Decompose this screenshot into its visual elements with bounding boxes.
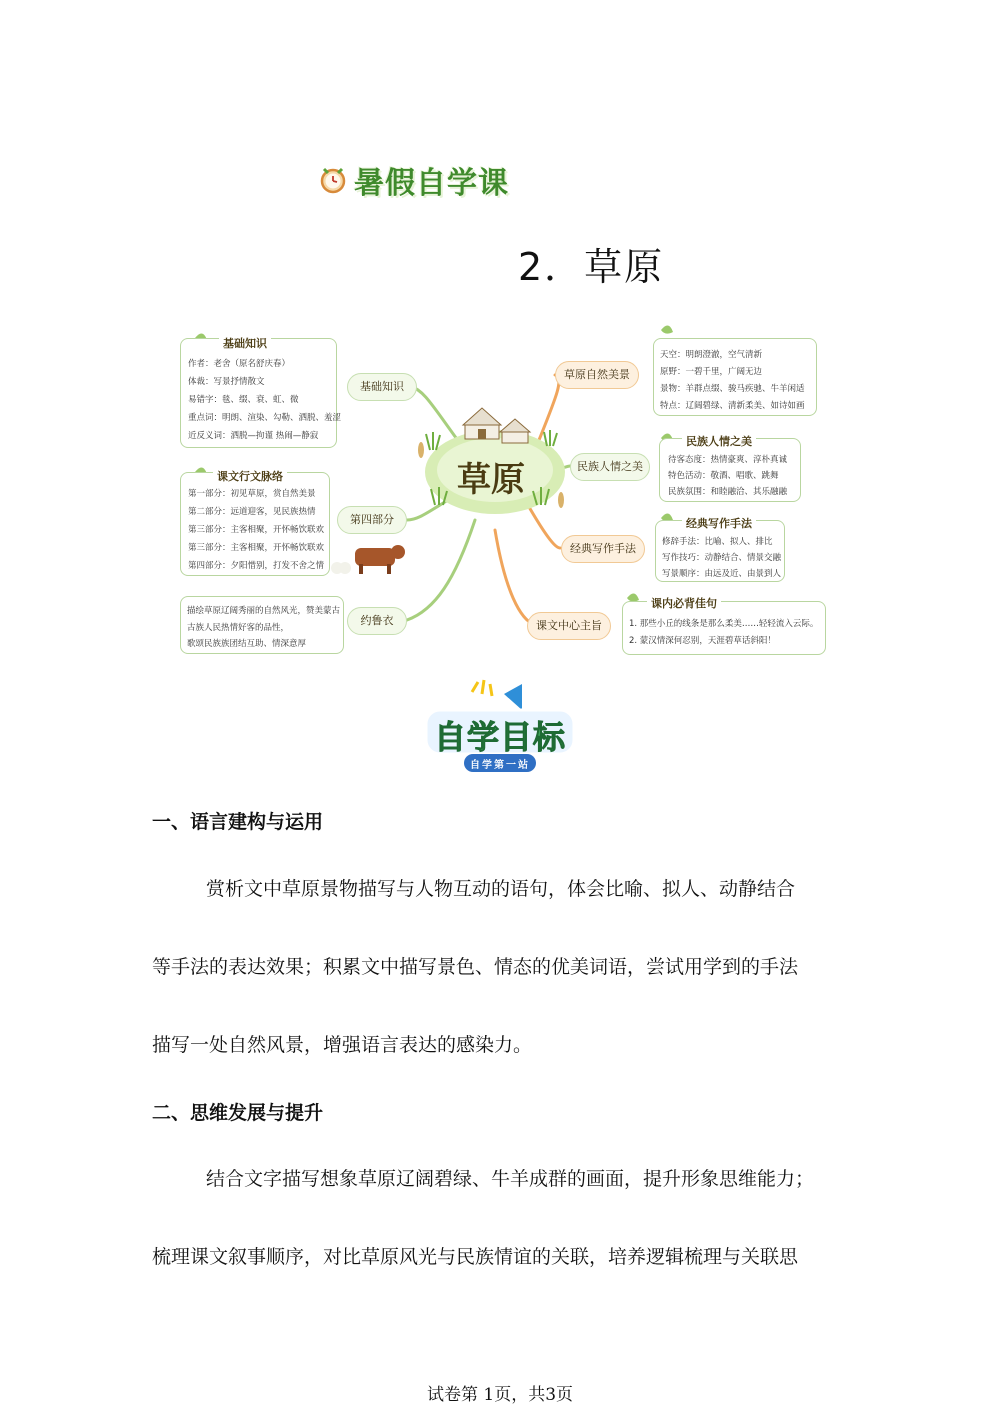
lesson-title: 2．草原 [518,245,665,289]
scenery-line: 原野：一碧千里，广阔无边 [660,367,763,377]
scenery-line: 景物：羊群点缀、骏马疾驰、牛羊闲适 [660,384,805,394]
scenery-box [653,338,817,416]
summary-box [180,596,344,654]
summary-line: 古族人民热情好客的品性， [187,623,290,633]
section-paragraph-line: 描写一处自然风景，增强语言表达的感染力。 [152,1034,533,1056]
node-summary: 约鲁衣 [347,607,407,635]
summary-line: 描绘草原辽阔秀丽的自然风光，赞美蒙古 [187,606,341,616]
structure-box-title: 课文行文脉络 [213,468,287,484]
writing-line: 写景顺序：由远及近、由景到人 [662,569,782,579]
node-central-theme: 课文中心主旨 [527,612,611,640]
scenery-line: 特点：辽阔碧绿、清新柔美、如诗如画 [660,401,805,411]
mind-map-center: 草原 [457,460,525,500]
cow-icon [331,545,405,574]
writing-line: 修辞手法：比喻、拟人、排比 [662,537,773,547]
self-study-goal-badge [420,672,580,777]
goal-badge-main: 自学目标 [433,718,566,756]
basic-line: 作者：老舍（原名舒庆春） [188,359,291,369]
page-banner [318,158,509,202]
structure-line: 第三部分：主客相聚，开怀畅饮联欢 [188,525,325,535]
node-natural-scenery: 草原自然美景 [555,361,639,389]
node-basic-knowledge: 基础知识 [347,373,417,401]
writing-box [655,517,785,582]
basic-line: 近反义词：洒脱—拘谨 热闹—静寂 [188,431,319,441]
structure-line: 第一部分：初见草原，赏自然美景 [188,489,316,499]
people-line: 待客态度：热情豪爽、淳朴真诚 [668,455,788,465]
section-paragraph-line: 结合文字描写想象草原辽阔碧绿、牛羊成群的画面，提升形象思维能力； [206,1168,815,1190]
basic-line: 易错字：毯、缀、衰、虹、微 [188,395,299,405]
section-paragraph-line: 赏析文中草原景物描写与人物互动的语句，体会比喻、拟人、动静结合 [206,878,796,900]
summary-line: 歌颂民族族团结互助、情深意厚 [187,639,307,649]
theme-box [622,597,826,655]
theme-line: 1. 那些小丘的线条是那么柔美……轻轻流入云际。 [629,619,819,629]
mind-map [175,320,830,660]
people-box [659,435,801,502]
scenery-line: 天空：明朗澄澈，空气清新 [660,350,763,360]
banner-title: 暑假自学课 [354,166,509,201]
people-line: 民族氛围：和睦融洽、其乐融融 [668,487,788,497]
node-part-four: 第四部分 [337,506,407,534]
structure-line: 第二部分：远道迎客，见民族热情 [188,507,316,517]
node-writing-techniques: 经典写作手法 [561,535,645,563]
section-paragraph-line: 梳理课文叙事顺序，对比草原风光与民族情谊的关联，培养逻辑梳理与关联思 [152,1246,799,1268]
yurt-icon [463,408,530,443]
writing-line: 写作技巧：动静结合、情景交融 [662,553,782,563]
basic-knowledge-box-title: 基础知识 [219,335,271,351]
basic-knowledge-box [180,337,342,448]
alarm-clock-icon [318,165,348,195]
basic-line: 体裁：写景抒情散文 [188,377,265,387]
section-heading: 一、语言建构与运用 [152,811,324,833]
goal-badge-sub: 自学第一站 [470,760,530,771]
writing-box-title: 经典写作手法 [682,515,756,531]
people-box-title: 民族人情之美 [682,433,756,449]
structure-line: 第四部分：夕阳惜别，打发不舍之情 [188,561,325,571]
section-heading: 二、思维发展与提升 [152,1102,324,1124]
node-ethnic-people: 民族人情之美 [570,453,650,481]
basic-line: 重点词：明朗、渲染、勾勒、洒脱、羞涩 [188,413,342,423]
theme-box-title: 课内必背佳句 [647,595,721,611]
section-paragraph-line: 等手法的表达效果；积累文中描写景色、情态的优美词语，尝试用学到的手法 [152,956,799,978]
structure-box [180,472,330,576]
people-line: 特色活动：敬酒、唱歌、跳舞 [668,471,779,481]
theme-line: 2. 蒙汉情深何忍别，天涯碧草话斜阳！ [629,636,776,646]
page-footer: 试卷第 1页，共3页 [426,1385,574,1405]
structure-line: 第三部分：主客相聚，开怀畅饮联欢 [188,543,325,553]
